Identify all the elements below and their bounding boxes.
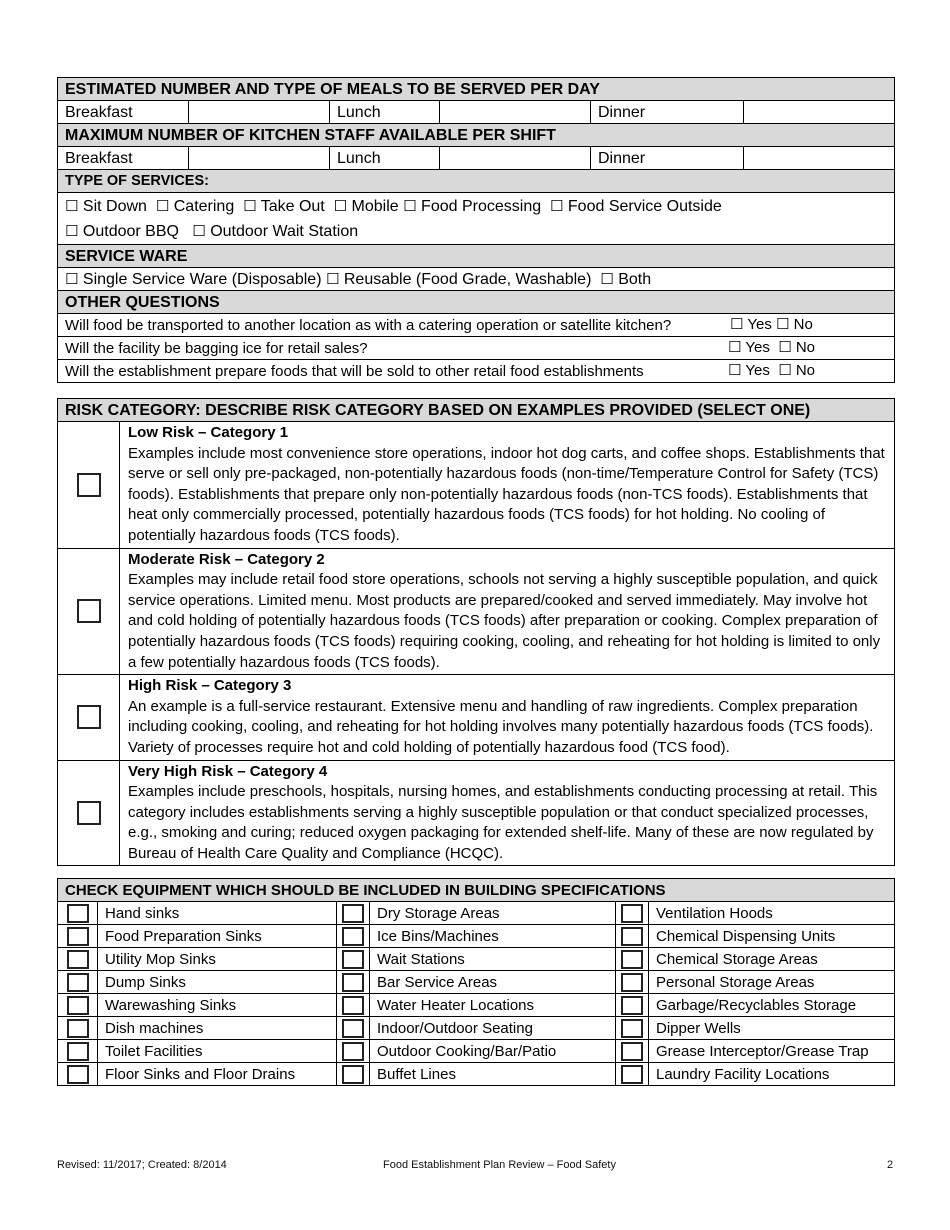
service-food-service-outside[interactable]: ☐ Food Service Outside <box>550 197 722 215</box>
risk-low-checkbox[interactable] <box>77 473 101 497</box>
equipment-checkbox[interactable] <box>342 973 364 992</box>
equipment-label: Ventilation Hoods <box>649 902 895 925</box>
equipment-checkbox[interactable] <box>621 1019 643 1038</box>
risk-very-high-description <box>120 760 895 866</box>
equipment-checkbox-cell <box>337 1063 370 1086</box>
checkbox-icon: ☐ <box>550 197 564 215</box>
risk-high-checkbox[interactable] <box>77 705 101 729</box>
equipment-label: Toilet Facilities <box>98 1040 337 1063</box>
risk-very-high-checkbox-cell <box>58 760 120 866</box>
equipment-checkbox-cell <box>337 1040 370 1063</box>
checkbox-icon: ☐ <box>192 222 206 240</box>
equipment-checkbox-cell <box>337 994 370 1017</box>
equipment-label: Dry Storage Areas <box>370 902 616 925</box>
other-questions-header: OTHER QUESTIONS <box>58 291 895 314</box>
service-mobile[interactable]: ☐ Mobile <box>333 197 399 215</box>
risk-very-high-title: Very High Risk – Category 4 <box>128 762 328 780</box>
equipment-checkbox[interactable] <box>342 996 364 1015</box>
equipment-row <box>58 925 895 948</box>
equipment-checkbox-cell <box>337 1017 370 1040</box>
equipment-checkbox[interactable] <box>342 904 364 923</box>
question-transport: Will food be transported to another location as with a catering operation or satellite kitchen? ☐ Yes ☐ No <box>58 314 895 337</box>
equipment-checkbox[interactable] <box>67 904 89 923</box>
checkbox-icon: ☐ <box>776 315 790 333</box>
equipment-checkbox-cell <box>337 902 370 925</box>
equipment-label: Indoor/Outdoor Seating <box>370 1017 616 1040</box>
equipment-checkbox[interactable] <box>342 927 364 946</box>
equipment-rows <box>58 902 895 1086</box>
service-outdoor-wait-station[interactable]: ☐ Outdoor Wait Station <box>192 222 359 240</box>
equipment-checkbox[interactable] <box>67 1042 89 1061</box>
equipment-label: Water Heater Locations <box>370 994 616 1017</box>
equipment-checkbox[interactable] <box>67 1065 89 1084</box>
equipment-label: Dish machines <box>98 1017 337 1040</box>
equipment-checkbox-cell <box>337 948 370 971</box>
staff-lunch-input[interactable] <box>440 147 591 170</box>
equipment-checkbox[interactable] <box>621 950 643 969</box>
equipment-label: Floor Sinks and Floor Drains <box>98 1063 337 1086</box>
equipment-checkbox[interactable] <box>67 996 89 1015</box>
equipment-checkbox[interactable] <box>67 950 89 969</box>
checkbox-icon: ☐ <box>333 197 348 215</box>
staff-lunch-label: Lunch <box>330 147 440 170</box>
meals-breakfast-input[interactable] <box>189 101 330 124</box>
equipment-checkbox-cell <box>616 971 649 994</box>
footer-title: Food Establishment Plan Review – Food Safety <box>383 1159 616 1171</box>
service-ware-options <box>58 268 895 291</box>
staff-dinner-label: Dinner <box>591 147 744 170</box>
service-food-processing[interactable]: ☐ Food Processing <box>403 197 542 215</box>
equipment-row <box>58 1017 895 1040</box>
ware-both[interactable]: ☐ Both <box>600 269 652 288</box>
staff-breakfast-label: Breakfast <box>58 147 189 170</box>
equipment-checkbox-cell <box>58 1040 98 1063</box>
staff-dinner-input[interactable] <box>744 147 895 170</box>
equipment-label: Ice Bins/Machines <box>370 925 616 948</box>
risk-row-very-high <box>58 760 895 866</box>
question-row <box>58 360 895 383</box>
checkbox-icon: ☐ <box>778 338 792 356</box>
equipment-label: Dump Sinks <box>98 971 337 994</box>
equipment-label: Outdoor Cooking/Bar/Patio <box>370 1040 616 1063</box>
equipment-checkbox-cell <box>58 902 98 925</box>
equipment-checkbox[interactable] <box>67 973 89 992</box>
risk-row-moderate <box>58 548 895 675</box>
checkbox-icon: ☐ <box>728 361 742 379</box>
question-transport-options <box>730 314 813 335</box>
equipment-checkbox[interactable] <box>342 1019 364 1038</box>
services-header: TYPE OF SERVICES: <box>58 170 895 193</box>
equipment-table <box>57 878 895 1086</box>
service-outdoor-bbq[interactable]: ☐ Outdoor BBQ <box>65 222 179 240</box>
equipment-checkbox-cell <box>616 1063 649 1086</box>
equipment-checkbox[interactable] <box>621 927 643 946</box>
equipment-checkbox-cell <box>58 1063 98 1086</box>
risk-very-high-checkbox[interactable] <box>77 801 101 825</box>
equipment-label: Utility Mop Sinks <box>98 948 337 971</box>
question-sell-retail-yes[interactable]: ☐ Yes <box>728 361 770 379</box>
equipment-checkbox-cell <box>616 925 649 948</box>
equipment-checkbox-cell <box>616 1017 649 1040</box>
question-transport-yes[interactable]: ☐ Yes <box>730 315 772 333</box>
risk-row-low <box>58 422 895 549</box>
staff-header: MAXIMUM NUMBER OF KITCHEN STAFF AVAILABLE PER SHIFT <box>58 124 895 147</box>
question-ice-no[interactable]: ☐ No <box>778 338 815 356</box>
question-ice-options <box>728 337 815 358</box>
checkbox-icon: ☐ <box>243 197 257 215</box>
equipment-checkbox-cell <box>616 902 649 925</box>
equipment-checkbox[interactable] <box>621 1042 643 1061</box>
equipment-label: Buffet Lines <box>370 1063 616 1086</box>
service-sit-down[interactable]: ☐ Sit Down <box>65 197 147 215</box>
staff-breakfast-input[interactable] <box>189 147 330 170</box>
meals-header: ESTIMATED NUMBER AND TYPE OF MEALS TO BE SERVED PER DAY <box>58 78 895 101</box>
equipment-checkbox[interactable] <box>621 973 643 992</box>
equipment-label: Dipper Wells <box>649 1017 895 1040</box>
risk-moderate-title: Moderate Risk – Category 2 <box>128 550 325 568</box>
footer-revision: Revised: 11/2017; Created: 8/2014 <box>57 1159 227 1171</box>
ware-reusable[interactable]: ☐ Reusable (Food Grade, Washable) <box>325 269 592 288</box>
meals-breakfast-label: Breakfast <box>58 101 189 124</box>
meals-dinner-input[interactable] <box>744 101 895 124</box>
service-ware-row <box>58 268 895 291</box>
risk-low-checkbox-cell <box>58 422 120 549</box>
checkbox-icon: ☐ <box>778 361 792 379</box>
equipment-checkbox-cell <box>58 925 98 948</box>
equipment-label: Chemical Storage Areas <box>649 948 895 971</box>
equipment-checkbox-cell <box>58 1017 98 1040</box>
meals-lunch-label: Lunch <box>330 101 440 124</box>
equipment-label: Grease Interceptor/Grease Trap <box>649 1040 895 1063</box>
question-transport-no[interactable]: ☐ No <box>776 315 813 333</box>
meals-row <box>58 101 895 124</box>
checkbox-icon: ☐ <box>403 197 417 215</box>
risk-low-description <box>120 422 895 549</box>
risk-moderate-text: Examples may include retail food store operations, schools not serving a highly susceptible population, and quick service operations. Limited menu. Most products are prepared/cooked and served immediately. May involve hot and cold holding of potentially hazardous foods (TCS foods) after preparation or cooking. Complex preparation of potentially hazardous foods (TCS foods) requiring cooking, cooling, and reheating for hot holding is limited to only a few potentially hazardous foods (TCS foods). <box>128 571 881 671</box>
equipment-row <box>58 994 895 1017</box>
services-options <box>58 193 895 245</box>
equipment-checkbox[interactable] <box>67 927 89 946</box>
checkbox-icon: ☐ <box>730 315 744 333</box>
equipment-checkbox-cell <box>616 948 649 971</box>
question-row <box>58 337 895 360</box>
equipment-label: Bar Service Areas <box>370 971 616 994</box>
risk-category-table <box>57 398 895 866</box>
equipment-label: Warewashing Sinks <box>98 994 337 1017</box>
equipment-checkbox-cell <box>58 994 98 1017</box>
equipment-label: Personal Storage Areas <box>649 971 895 994</box>
checkbox-icon: ☐ <box>155 197 170 215</box>
equipment-checkbox[interactable] <box>621 996 643 1015</box>
question-sell-retail-no[interactable]: ☐ No <box>778 361 815 379</box>
services-options-row <box>58 193 895 245</box>
service-catering[interactable]: ☐ Catering <box>155 197 235 215</box>
equipment-row <box>58 948 895 971</box>
checkbox-icon: ☐ <box>65 269 79 288</box>
question-sell-retail: Will the establishment prepare foods that will be sold to other retail food establishments ☐ Yes ☐ No <box>58 360 895 383</box>
equipment-checkbox-cell <box>58 948 98 971</box>
equipment-row <box>58 971 895 994</box>
question-ice: Will the facility be bagging ice for retail sales? ☐ Yes ☐ No <box>58 337 895 360</box>
risk-low-title: Low Risk – Category 1 <box>128 424 289 441</box>
equipment-label: Hand sinks <box>98 902 337 925</box>
equipment-row <box>58 902 895 925</box>
risk-header: RISK CATEGORY: DESCRIBE RISK CATEGORY BASED ON EXAMPLES PROVIDED (SELECT ONE) <box>58 399 895 422</box>
equipment-label: Chemical Dispensing Units <box>649 925 895 948</box>
equipment-header: CHECK EQUIPMENT WHICH SHOULD BE INCLUDED IN BUILDING SPECIFICATIONS <box>58 879 895 902</box>
equipment-checkbox-cell <box>337 925 370 948</box>
equipment-label: Garbage/Recyclables Storage <box>649 994 895 1017</box>
risk-high-checkbox-cell <box>58 675 120 760</box>
checkbox-icon: ☐ <box>65 222 79 240</box>
risk-high-title: High Risk – Category 3 <box>128 677 292 695</box>
risk-row-high <box>58 675 895 760</box>
risk-moderate-checkbox-cell <box>58 548 120 675</box>
equipment-checkbox[interactable] <box>342 950 364 969</box>
staff-row <box>58 147 895 170</box>
equipment-label: Laundry Facility Locations <box>649 1063 895 1086</box>
meals-dinner-label: Dinner <box>591 101 744 124</box>
equipment-row <box>58 1040 895 1063</box>
ware-single-service[interactable]: ☐ Single Service Ware (Disposable) <box>65 269 322 288</box>
equipment-label: Wait Stations <box>370 948 616 971</box>
equipment-row <box>58 1063 895 1086</box>
checkbox-icon: ☐ <box>600 269 614 288</box>
question-sell-retail-options <box>728 360 815 381</box>
equipment-checkbox[interactable] <box>621 1065 643 1084</box>
risk-very-high-text: Examples include preschools, hospitals, nursing homes, and establishments conducting processing at retail. This category includes establishments serving a highly susceptible population or that conduct specialized processes, e.g., smoking and curing; reduced oxygen packaging for extended shelf-life. Many of these are now regulated by Bureau of Health Care Quality and Compliance (HCQC). <box>128 783 878 862</box>
checkbox-icon: ☐ <box>65 197 79 215</box>
equipment-checkbox-cell <box>616 994 649 1017</box>
service-ware-header: SERVICE WARE <box>58 245 895 268</box>
checkbox-icon: ☐ <box>728 338 742 356</box>
equipment-checkbox[interactable] <box>342 1065 364 1084</box>
risk-moderate-description <box>120 548 895 675</box>
risk-moderate-checkbox[interactable] <box>77 599 101 623</box>
meals-lunch-input[interactable] <box>440 101 591 124</box>
risk-high-description <box>120 675 895 760</box>
checkbox-icon: ☐ <box>325 269 340 288</box>
equipment-checkbox-cell <box>337 971 370 994</box>
footer-page-number: 2 <box>887 1159 894 1171</box>
risk-low-text: Examples include most convenience store operations, indoor hot dog carts, and coffee shops. Establishments that serve or sell only pre-packaged, non-potentially hazardous foods (non-time/Temperature Control for Safety (TCS) foods). Establishments that prepare only non-potentially hazardous foods (non-TCS foods). Establishments that heat only commercially processed, potentially hazardous foods (TCS foods) for hot holding. No cooling of potentially hazardous foods (TCS foods). <box>128 444 885 544</box>
service-take-out[interactable]: ☐ Take Out <box>243 197 325 215</box>
equipment-label: Food Preparation Sinks <box>98 925 337 948</box>
risk-high-text: An example is a full-service restaurant. Extensive menu and handling of raw ingredients. Complex preparation including cooking, cooling, and reheating for hot holding involves many potentially hazardous foods (TCS foods). Variety of processes require hot and cold holding of potentially hazardous food (TCS food). <box>128 697 874 756</box>
equipment-checkbox-cell <box>616 1040 649 1063</box>
equipment-checkbox[interactable] <box>67 1019 89 1038</box>
question-ice-yes[interactable]: ☐ Yes <box>728 338 770 356</box>
general-info-table <box>57 77 895 383</box>
equipment-checkbox[interactable] <box>342 1042 364 1061</box>
question-row <box>58 314 895 337</box>
equipment-checkbox-cell <box>58 971 98 994</box>
equipment-checkbox[interactable] <box>621 904 643 923</box>
